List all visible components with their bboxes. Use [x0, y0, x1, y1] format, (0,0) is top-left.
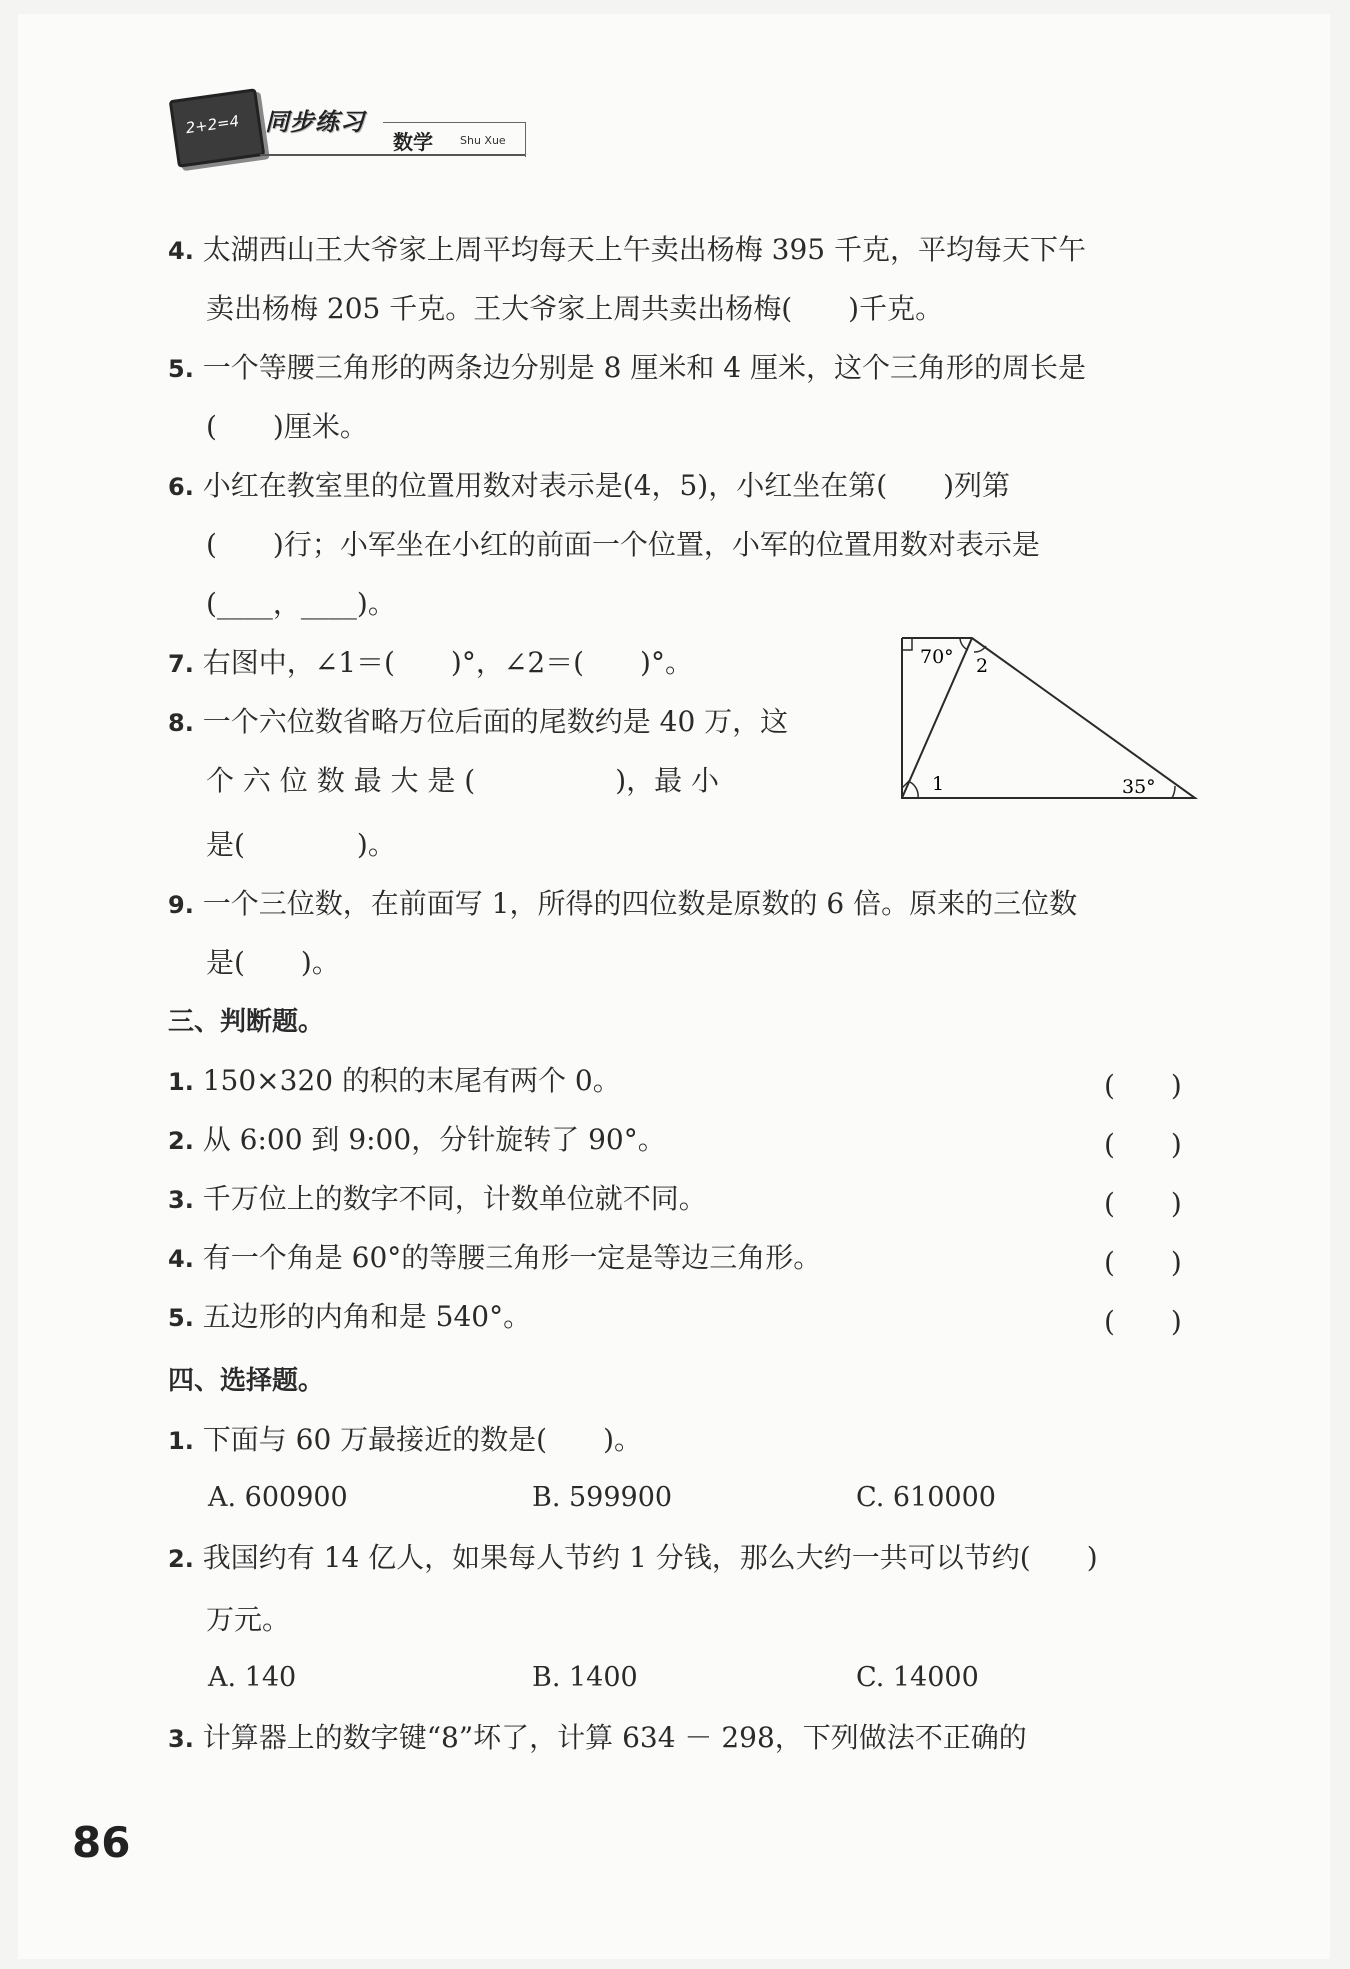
judge-item-1: 1. 150×320 的积的末尾有两个 0。: [168, 1064, 621, 1097]
choice-q1-option-b[interactable]: B. 599900: [532, 1482, 673, 1513]
choice-q3-line-1: 3. 计算器上的数字键“8”坏了，计算 634 － 298，下列做法不正确的: [168, 1721, 1027, 1754]
question-6-line-1: 6. 小红在教室里的位置用数对表示是(4，5)，小红坐在第( )列第: [168, 469, 1011, 502]
chalkboard-text: 2+2=4: [184, 111, 241, 138]
angle-1-mark: [910, 782, 918, 798]
judge-answer-5[interactable]: ( ): [1104, 1305, 1182, 1338]
judge-answer-4[interactable]: ( ): [1104, 1246, 1182, 1279]
choice-q2-option-b[interactable]: B. 1400: [532, 1662, 638, 1693]
label-70: 70°: [920, 646, 954, 668]
question-5-line-2: ( )厘米。: [206, 410, 368, 443]
question-8-line-2: 个 六 位 数 最 大 是 ( )，最 小: [206, 764, 720, 797]
choice-q2-option-c[interactable]: C. 14000: [856, 1662, 979, 1693]
right-angle-top: [902, 638, 912, 650]
judge-answer-1[interactable]: ( ): [1104, 1069, 1182, 1102]
label-1: 1: [932, 773, 945, 795]
triangle-figure: [890, 630, 1210, 810]
choice-q2-option-a[interactable]: A. 140: [208, 1662, 297, 1693]
header-subject: 数学: [393, 130, 433, 154]
choice-q1-option-a[interactable]: A. 600900: [208, 1482, 348, 1513]
question-9-line-2: 是( )。: [206, 946, 340, 979]
angle-35-mark: [1172, 786, 1175, 798]
section-choice-title: 四、选择题。: [168, 1366, 325, 1396]
page-number: 86: [72, 1818, 131, 1867]
choice-q1-option-c[interactable]: C. 610000: [856, 1482, 996, 1513]
choice-q2-line-2: 万元。: [206, 1603, 291, 1636]
question-6-line-3: (____，____)。: [206, 587, 396, 620]
header-title: 同步练习: [265, 108, 365, 136]
question-8-line-3: 是( )。: [206, 828, 396, 861]
judge-item-4: 4. 有一个角是 60°的等腰三角形一定是等边三角形。: [168, 1241, 822, 1274]
judge-answer-3[interactable]: ( ): [1104, 1187, 1182, 1220]
choice-q2-line-1: 2. 我国约有 14 亿人，如果每人节约 1 分钱，那么大约一共可以节约( ): [168, 1541, 1098, 1574]
choice-q1: 1. 下面与 60 万最接近的数是( )。: [168, 1423, 643, 1456]
label-35: 35°: [1122, 776, 1156, 798]
judge-item-3: 3. 千万位上的数字不同，计数单位就不同。: [168, 1182, 707, 1215]
header-pinyin: Shu Xue: [460, 134, 506, 147]
question-8-line-1: 8. 一个六位数省略万位后面的尾数约是 40 万，这: [168, 705, 789, 738]
judge-item-5: 5. 五边形的内角和是 540°。: [168, 1300, 532, 1333]
header-rule: [260, 154, 525, 156]
question-4-line-2: 卖出杨梅 205 千克。王大爷家上周共卖出杨梅( )千克。: [206, 292, 944, 325]
section-judge-title: 三、判断题。: [168, 1007, 325, 1037]
page-header: [165, 88, 525, 168]
chalkboard-logo: [169, 88, 266, 168]
judge-item-2: 2. 从 6:00 到 9:00，分针旋转了 90°。: [168, 1123, 666, 1156]
question-7-line-1: 7. 右图中，∠1＝( )°，∠2＝( )°。: [168, 646, 693, 679]
question-4-line-1: 4. 太湖西山王大爷家上周平均每天上午卖出杨梅 395 千克，平均每天下午: [168, 233, 1086, 266]
question-9-line-1: 9. 一个三位数，在前面写 1，所得的四位数是原数的 6 倍。原来的三位数: [168, 887, 1078, 920]
question-5-line-1: 5. 一个等腰三角形的两条边分别是 8 厘米和 4 厘米，这个三角形的周长是: [168, 351, 1086, 384]
question-6-line-2: ( )行；小军坐在小红的前面一个位置，小军的位置用数对表示是: [206, 528, 1040, 561]
judge-answer-2[interactable]: ( ): [1104, 1128, 1182, 1161]
label-2: 2: [976, 655, 989, 677]
